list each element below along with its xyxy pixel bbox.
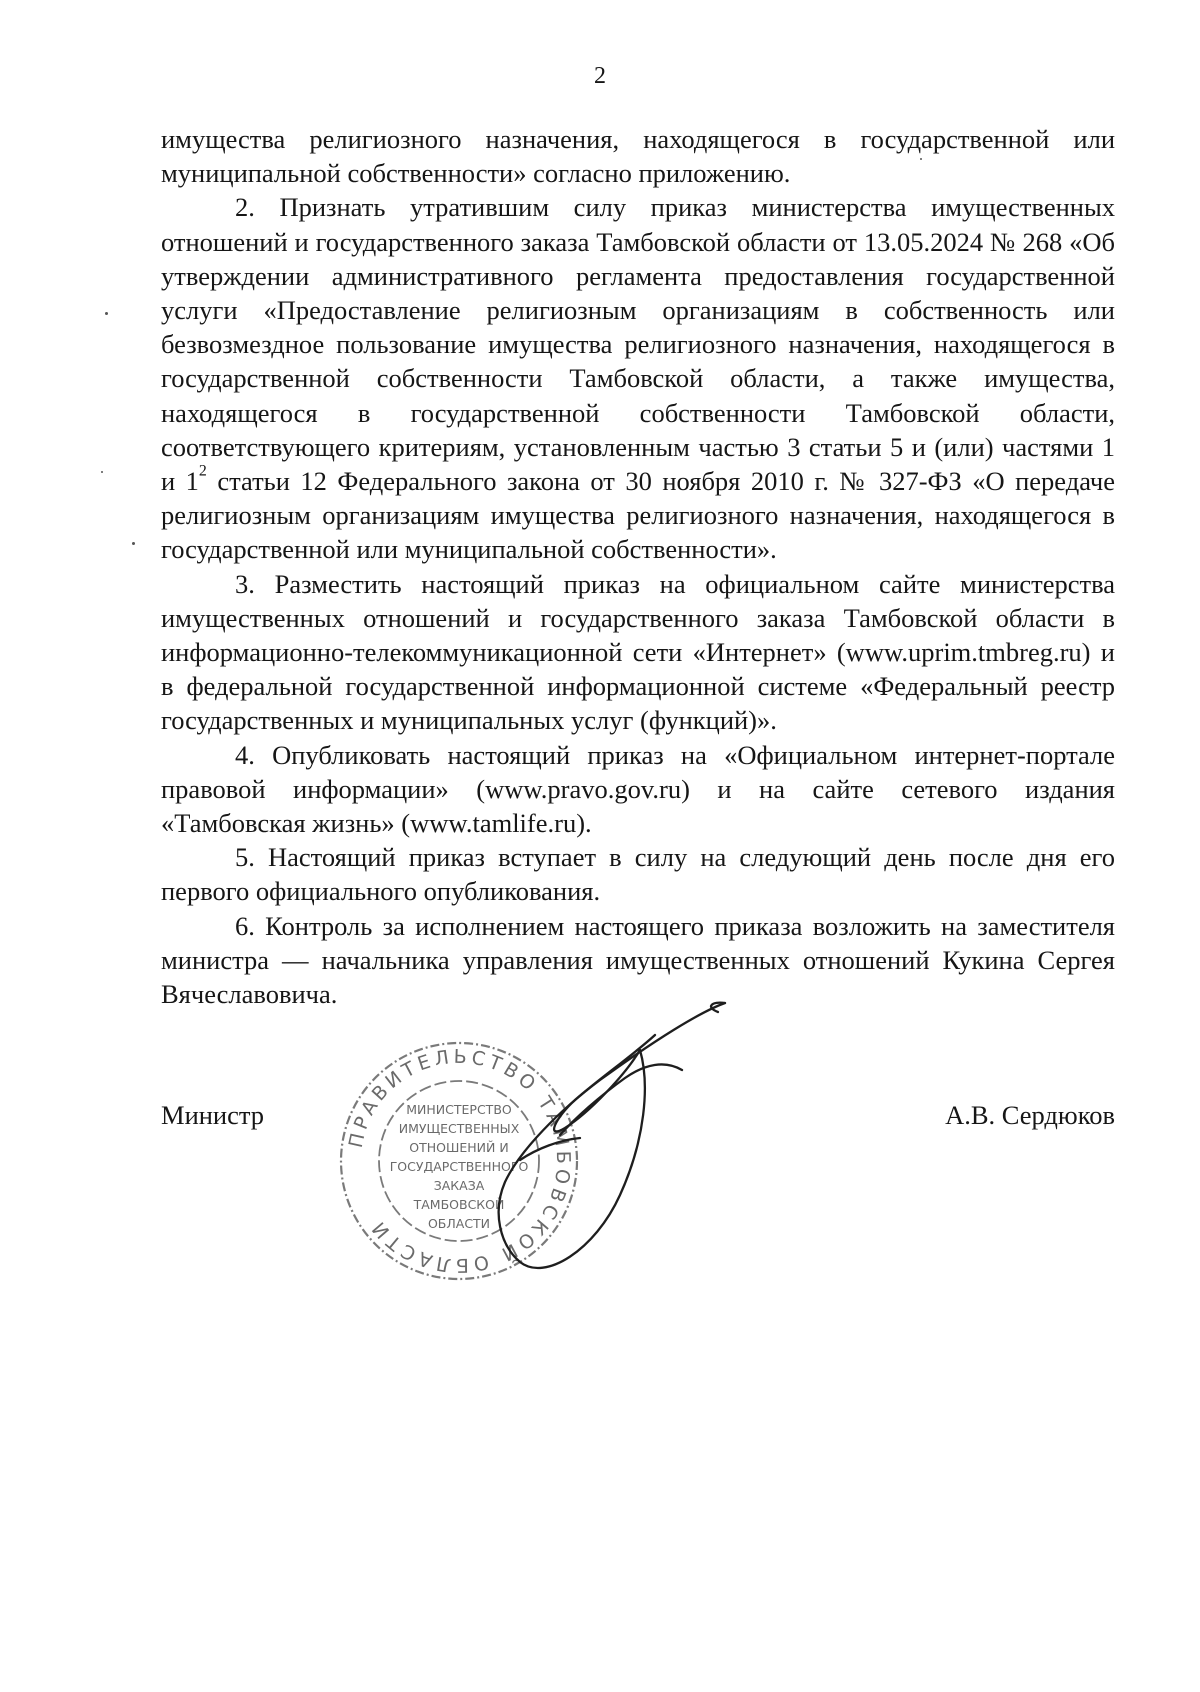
paragraph-item-2-text-after: статьи 12 Федерального закона от 30 ноября 2010 г. № 327-ФЗ «О передаче религиозным организациям имущества религиозного назначения, находящегося в государственной или муниципальной собственности».	[161, 466, 1115, 565]
seal-inner-line-7: ОБЛАСТИ	[427, 1216, 491, 1231]
seal-inner-line-1: МИНИСТЕРСТВО	[406, 1102, 512, 1117]
seal-inner-line-5: ЗАКАЗА	[433, 1178, 485, 1193]
signature-block	[0, 1098, 1200, 1138]
paragraph-item-4: 4. Опубликовать настоящий приказ на «Официальном интернет-портале правовой информации» (www.pravo.gov.ru) и на сайте сетевого издания «Тамбовская жизнь» (www.tamlife.ru).	[161, 739, 1115, 839]
seal-inner-line-2: ИМУЩЕСТВЕННЫХ	[398, 1121, 520, 1136]
paragraph-item-6: 6. Контроль за исполнением настоящего приказа возложить на заместителя министра — начальника управления имущественных отношений Кукина Сергея Вячеславовича.	[161, 910, 1115, 1010]
seal-inner-line-3: ОТНОШЕНИЙ И	[409, 1140, 509, 1155]
paragraph-item-3: 3. Разместить настоящий приказ на официальном сайте министерства имущественных отношений и государственного заказа Тамбовской области в информационно-телекоммуникационной сети «Интернет» (www.uprim.tmbreg.ru) и в федеральной государственной информационной системе «Федеральный реестр государственных и муниципальных услуг (функций)».	[161, 568, 1115, 736]
seal-outer-text	[345, 1046, 574, 1276]
paragraph-item-2-text: 2. Признать утратившим силу приказ министерства имущественных отношений и государственного заказа Тамбовской области от 13.05.2024 № 268 «Об утверждении административного регламента предоставления государственной услуги «Предоставление религиозным организациям в собственность или безвозмездное пользование имущества религиозного назначения, находящегося в государственной собственности Тамбовской области, а также имущества, находящегося в государственной собственности Тамбовской области, соответствующего критериям, установленным частью 3 статьи 5 и (или) частями 1 и 1	[161, 192, 1115, 497]
seal-inner-line-4: ГОСУДАРСТВЕННОГО	[389, 1159, 529, 1174]
paragraph-item-5: 5. Настоящий приказ вступает в силу на следующий день после дня его первого официального опубликования.	[161, 842, 1115, 907]
signatory-name: А.В. Сердюков	[945, 1100, 1115, 1130]
seal-outer-ring	[341, 1043, 577, 1279]
order-body	[161, 122, 1115, 1011]
paragraph-item-2	[161, 190, 1115, 566]
scan-speck	[920, 158, 922, 160]
scan-speck	[132, 542, 135, 545]
official-seal	[341, 1043, 577, 1279]
signatory-title: Министр	[161, 1100, 265, 1130]
scan-speck	[101, 471, 103, 473]
seal-inner-line-6: ТАМБОВСКОЙ	[413, 1197, 505, 1212]
paragraph-continuation: имущества религиозного назначения, находящегося в государственной или муниципальной собственности» согласно приложению.	[161, 124, 1115, 189]
scan-speck	[105, 312, 108, 315]
superscript-2: 2	[198, 462, 207, 480]
seal-outer-text-path: ПРАВИТЕЛЬСТВО ТАМБОВСКОЙ ОБЛАСТИ	[344, 1045, 575, 1277]
page-number: 2	[594, 63, 606, 89]
